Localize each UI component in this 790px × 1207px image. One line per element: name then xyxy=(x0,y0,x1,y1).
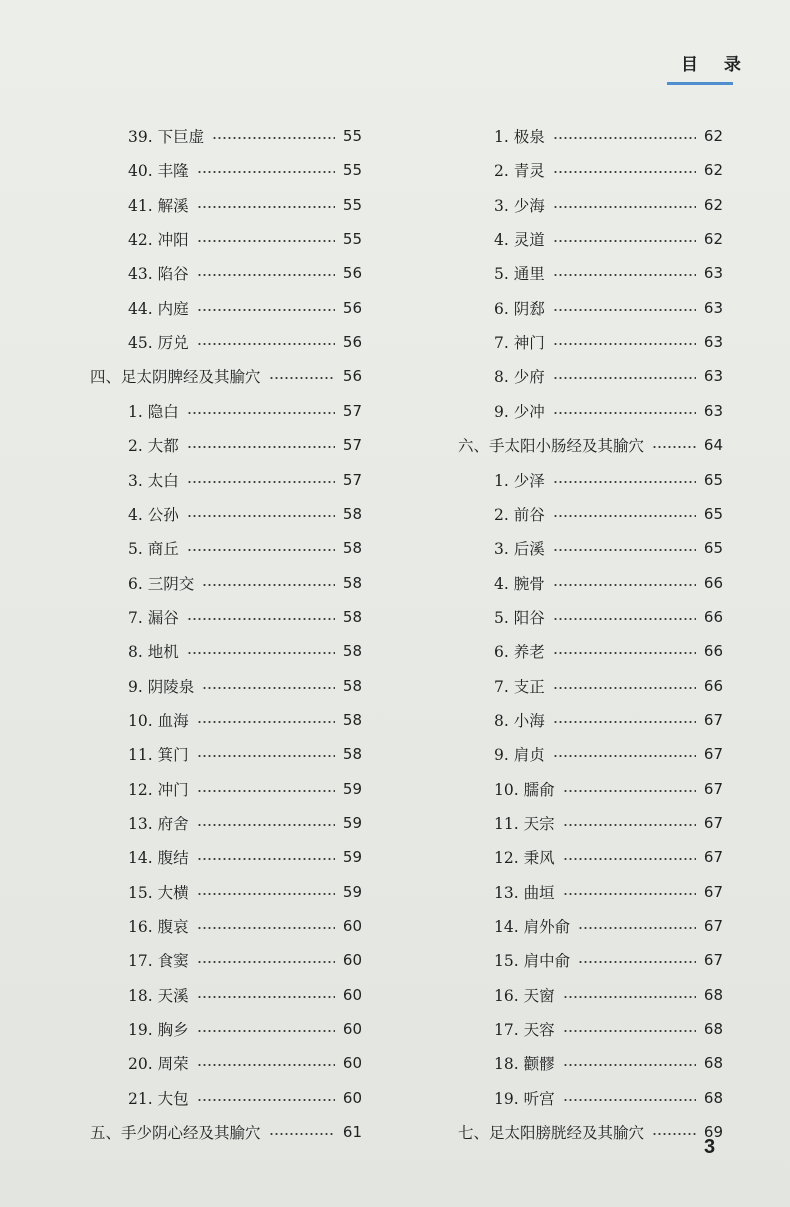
dot-leader xyxy=(269,1133,335,1135)
toc-entry-label: 40. 丰隆 xyxy=(128,162,189,181)
dot-leader xyxy=(197,721,335,723)
toc-entry xyxy=(128,946,362,974)
toc-entry xyxy=(494,740,723,768)
toc-entry-label: 15. 大横 xyxy=(128,883,189,902)
toc-page-number: 58 xyxy=(342,710,362,729)
toc-page-number: 58 xyxy=(342,573,362,592)
toc-entry-label: 2. 前谷 xyxy=(494,505,545,524)
toc-entry-label: 9. 阴陵泉 xyxy=(128,677,195,696)
dot-leader xyxy=(197,343,335,345)
dot-leader xyxy=(563,1030,696,1032)
dot-leader xyxy=(197,206,335,208)
toc-entry xyxy=(128,397,362,425)
toc-entry-label: 7. 神门 xyxy=(494,334,545,353)
toc-page-number: 56 xyxy=(342,367,362,386)
toc-page-number: 60 xyxy=(342,951,362,970)
toc-entry-label: 4. 腕骨 xyxy=(494,574,545,593)
toc-page-number: 60 xyxy=(342,1020,362,1039)
toc-entry-label: 20. 周荣 xyxy=(128,1055,189,1074)
toc-entry xyxy=(494,466,723,494)
toc-entry-label: 5. 阳谷 xyxy=(494,608,545,627)
toc-entry-label: 10. 臑俞 xyxy=(494,780,555,799)
toc-entry-label: 五、手少阴心经及其腧穴 xyxy=(90,1124,261,1143)
toc-entry xyxy=(494,259,723,287)
toc-entry xyxy=(128,1015,362,1043)
toc-entry-label: 3. 后溪 xyxy=(494,540,545,559)
toc-entry-label: 41. 解溪 xyxy=(128,196,189,215)
dot-leader xyxy=(202,584,335,586)
toc-page-number: 67 xyxy=(703,745,723,764)
dot-leader xyxy=(563,893,696,895)
toc-entry xyxy=(494,912,723,940)
toc-page-number: 59 xyxy=(342,814,362,832)
dot-leader xyxy=(553,377,696,379)
toc-page-number: 61 xyxy=(342,1123,362,1142)
toc-entry xyxy=(128,259,362,287)
dot-leader xyxy=(553,206,696,208)
toc-entry-label: 6. 三阴交 xyxy=(128,574,195,593)
toc-entry xyxy=(494,534,723,562)
toc-entry xyxy=(494,775,723,803)
toc-entry-label: 16. 腹哀 xyxy=(128,918,189,937)
toc-page-number: 67 xyxy=(703,710,723,729)
toc-page-number: 60 xyxy=(342,1054,362,1073)
dot-leader xyxy=(553,412,696,414)
toc-page-number: 58 xyxy=(342,539,362,558)
dot-leader xyxy=(197,1099,335,1101)
toc-entry-label: 14. 腹结 xyxy=(128,849,189,868)
toc-entry xyxy=(128,122,362,150)
toc-page-number: 66 xyxy=(703,642,723,661)
dot-leader xyxy=(187,412,335,414)
toc-entry xyxy=(494,500,723,528)
toc-page-number: 57 xyxy=(342,401,362,420)
toc-entry-label: 44. 内庭 xyxy=(128,299,189,318)
dot-leader xyxy=(187,481,335,483)
toc-section-entry xyxy=(90,362,362,390)
toc-entry xyxy=(128,569,362,597)
dot-leader xyxy=(553,343,696,345)
dot-leader xyxy=(197,996,335,998)
toc-entry xyxy=(128,328,362,356)
toc-page-number: 56 xyxy=(342,298,362,317)
toc-page-number: 58 xyxy=(342,504,362,523)
dot-leader xyxy=(563,790,696,792)
toc-entry-label: 5. 商丘 xyxy=(128,540,179,559)
page-header-title: 目 录 xyxy=(681,55,751,75)
toc-entry-label: 16. 天窗 xyxy=(494,986,555,1005)
toc-entry-label: 六、手太阳小肠经及其腧穴 xyxy=(458,437,645,456)
dot-leader xyxy=(269,377,335,379)
toc-page-number: 66 xyxy=(703,573,723,592)
toc-entry xyxy=(128,843,362,871)
toc-entry-label: 13. 府舍 xyxy=(128,815,189,833)
toc-page-number: 66 xyxy=(703,676,723,695)
toc-page-number: 65 xyxy=(703,470,723,489)
toc-entry xyxy=(494,397,723,425)
toc-entry-label: 42. 冲阳 xyxy=(128,231,189,250)
toc-page-number: 58 xyxy=(342,676,362,695)
toc-entry xyxy=(494,706,723,734)
dot-leader xyxy=(553,240,696,242)
dot-leader xyxy=(187,549,335,551)
toc-entry xyxy=(128,603,362,631)
toc-page-number: 68 xyxy=(703,1054,723,1073)
toc-entry xyxy=(128,912,362,940)
toc-page-number: 60 xyxy=(342,917,362,936)
toc-entry xyxy=(494,1015,723,1043)
dot-leader xyxy=(197,824,335,826)
toc-entry-label: 3. 太白 xyxy=(128,471,179,490)
dot-leader xyxy=(187,618,335,620)
toc-entry-label: 6. 养老 xyxy=(494,643,545,662)
toc-entry xyxy=(128,500,362,528)
toc-entry xyxy=(128,637,362,665)
dot-leader xyxy=(563,1099,696,1101)
toc-entry xyxy=(494,191,723,219)
toc-page-number: 69 xyxy=(703,1123,723,1142)
dot-leader xyxy=(553,515,696,517)
dot-leader xyxy=(652,446,696,448)
toc-entry xyxy=(494,1049,723,1077)
dot-leader xyxy=(578,961,696,963)
toc-entry-label: 2. 青灵 xyxy=(494,162,545,181)
dot-leader xyxy=(553,481,696,483)
toc-page-number: 59 xyxy=(342,882,362,901)
dot-leader xyxy=(553,171,696,173)
dot-leader xyxy=(197,1030,335,1032)
dot-leader xyxy=(553,584,696,586)
toc-entry-label: 17. 食窦 xyxy=(128,952,189,971)
toc-entry-label: 11. 天宗 xyxy=(494,815,555,833)
dot-leader xyxy=(197,309,335,311)
dot-leader xyxy=(553,274,696,276)
dot-leader xyxy=(578,927,696,929)
toc-entry-label: 七、足太阳膀胱经及其腧穴 xyxy=(458,1124,645,1143)
toc-entry-label: 39. 下巨虚 xyxy=(128,128,205,146)
toc-entry xyxy=(494,809,723,837)
toc-entry-label: 11. 箕门 xyxy=(128,746,189,765)
dot-leader xyxy=(553,549,696,551)
toc-page-number: 59 xyxy=(342,848,362,867)
toc-page-number: 56 xyxy=(342,333,362,352)
toc-entry xyxy=(494,225,723,253)
toc-entry-label: 9. 少冲 xyxy=(494,402,545,421)
toc-page-number: 65 xyxy=(703,539,723,558)
dot-leader xyxy=(553,137,696,139)
toc-entry xyxy=(494,294,723,322)
toc-entry xyxy=(494,981,723,1009)
dot-leader xyxy=(553,721,696,723)
toc-entry-label: 8. 少府 xyxy=(494,368,545,387)
toc-entry xyxy=(128,156,362,184)
toc-page-number: 67 xyxy=(703,951,723,970)
toc-entry xyxy=(128,706,362,734)
toc-page-number: 68 xyxy=(703,985,723,1004)
toc-entry xyxy=(128,1049,362,1077)
toc-page-number: 56 xyxy=(342,264,362,283)
dot-leader xyxy=(212,137,335,139)
page-number: 3 xyxy=(704,1136,716,1158)
toc-entry-label: 1. 极泉 xyxy=(494,128,545,146)
toc-page-number: 67 xyxy=(703,917,723,936)
toc-entry-label: 1. 隐白 xyxy=(128,402,179,421)
dot-leader xyxy=(553,309,696,311)
toc-page-number: 62 xyxy=(703,161,723,180)
toc-page-number: 58 xyxy=(342,642,362,661)
dot-leader xyxy=(563,1064,696,1066)
dot-leader xyxy=(197,961,335,963)
dot-leader xyxy=(197,790,335,792)
toc-page-number: 65 xyxy=(703,504,723,523)
toc-page-number: 62 xyxy=(703,195,723,214)
toc-page-number: 67 xyxy=(703,779,723,798)
toc-entry-label: 18. 颧髎 xyxy=(494,1055,555,1074)
dot-leader xyxy=(553,755,696,757)
dot-leader xyxy=(197,755,335,757)
toc-page-number: 63 xyxy=(703,367,723,386)
toc-entry xyxy=(494,1084,723,1112)
toc-page-number: 68 xyxy=(703,1088,723,1107)
toc-entry-label: 四、足太阴脾经及其腧穴 xyxy=(90,368,261,387)
toc-entry-label: 8. 地机 xyxy=(128,643,179,662)
toc-page-number: 62 xyxy=(703,127,723,145)
dot-leader xyxy=(187,446,335,448)
toc-page-number: 62 xyxy=(703,230,723,249)
toc-page-number: 55 xyxy=(342,230,362,249)
dot-leader xyxy=(187,652,335,654)
toc-entry-label: 15. 肩中俞 xyxy=(494,952,571,971)
toc-entry xyxy=(494,156,723,184)
dot-leader xyxy=(202,687,335,689)
toc-entry-label: 19. 胸乡 xyxy=(128,1021,189,1040)
toc-entry-label: 12. 冲门 xyxy=(128,780,189,799)
toc-entry xyxy=(128,294,362,322)
dot-leader xyxy=(563,858,696,860)
toc-page-number: 58 xyxy=(342,745,362,764)
dot-leader xyxy=(197,927,335,929)
dot-leader xyxy=(197,240,335,242)
toc-entry-label: 1. 少泽 xyxy=(494,471,545,490)
toc-page-number: 57 xyxy=(342,436,362,455)
toc-entry xyxy=(128,225,362,253)
toc-page-number: 60 xyxy=(342,1088,362,1107)
toc-entry xyxy=(128,878,362,906)
toc-entry xyxy=(128,1084,362,1112)
toc-page-number: 63 xyxy=(703,264,723,283)
toc-entry xyxy=(128,775,362,803)
toc-entry-label: 7. 支正 xyxy=(494,677,545,696)
toc-entry xyxy=(494,328,723,356)
toc-entry xyxy=(128,534,362,562)
toc-entry xyxy=(128,809,362,837)
dot-leader xyxy=(563,824,696,826)
toc-entry xyxy=(494,569,723,597)
dot-leader xyxy=(553,652,696,654)
toc-page-number: 59 xyxy=(342,779,362,798)
dot-leader xyxy=(197,1064,335,1066)
toc-entry-label: 19. 听宫 xyxy=(494,1089,555,1108)
toc-entry xyxy=(494,122,723,150)
toc-entry xyxy=(128,672,362,700)
toc-page-number: 57 xyxy=(342,470,362,489)
toc-entry xyxy=(494,603,723,631)
dot-leader xyxy=(197,893,335,895)
toc-page-number: 67 xyxy=(703,848,723,867)
toc-entry-label: 7. 漏谷 xyxy=(128,608,179,627)
toc-page-number: 67 xyxy=(703,814,723,832)
toc-entry xyxy=(128,740,362,768)
toc-entry xyxy=(128,466,362,494)
toc-entry-label: 43. 陷谷 xyxy=(128,265,189,284)
toc-entry xyxy=(128,191,362,219)
toc-entry-label: 6. 阴郄 xyxy=(494,299,545,318)
toc-page-number: 63 xyxy=(703,333,723,352)
toc-entry-label: 21. 大包 xyxy=(128,1089,189,1108)
toc-section-entry xyxy=(90,1118,362,1146)
toc-entry-label: 13. 曲垣 xyxy=(494,883,555,902)
toc-page-number: 60 xyxy=(342,985,362,1004)
toc-entry-label: 45. 厉兑 xyxy=(128,334,189,353)
toc-entry xyxy=(128,431,362,459)
toc-entry xyxy=(494,946,723,974)
toc-page-number: 55 xyxy=(342,127,362,145)
toc-entry xyxy=(494,878,723,906)
toc-entry xyxy=(494,637,723,665)
toc-page-number: 66 xyxy=(703,607,723,626)
toc-entry-label: 3. 少海 xyxy=(494,196,545,215)
toc-page-number: 58 xyxy=(342,607,362,626)
toc-entry-label: 2. 大都 xyxy=(128,437,179,456)
toc-entry-label: 4. 灵道 xyxy=(494,231,545,250)
toc-page-number: 64 xyxy=(703,436,723,455)
toc-page-number: 55 xyxy=(342,161,362,180)
dot-leader xyxy=(553,618,696,620)
toc-entry-label: 4. 公孙 xyxy=(128,505,179,524)
toc-entry xyxy=(494,843,723,871)
toc-page-number: 55 xyxy=(342,195,362,214)
toc-entry-label: 17. 天容 xyxy=(494,1021,555,1040)
toc-entry xyxy=(128,981,362,1009)
toc-entry-label: 14. 肩外俞 xyxy=(494,918,571,937)
dot-leader xyxy=(553,687,696,689)
toc-entry-label: 10. 血海 xyxy=(128,711,189,730)
toc-entry-label: 8. 小海 xyxy=(494,711,545,730)
toc-section-entry xyxy=(458,431,723,459)
dot-leader xyxy=(197,274,335,276)
dot-leader xyxy=(187,515,335,517)
dot-leader xyxy=(563,996,696,998)
toc-entry-label: 18. 天溪 xyxy=(128,986,189,1005)
toc-entry xyxy=(494,672,723,700)
toc-entry-label: 12. 秉风 xyxy=(494,849,555,868)
toc-entry xyxy=(494,362,723,390)
toc-entry-label: 5. 通里 xyxy=(494,265,545,284)
dot-leader xyxy=(652,1133,696,1135)
toc-page-number: 63 xyxy=(703,401,723,420)
toc-page-number: 68 xyxy=(703,1020,723,1039)
toc-page-number: 67 xyxy=(703,882,723,901)
dot-leader xyxy=(197,171,335,173)
toc-section-entry xyxy=(458,1118,723,1146)
toc-page-number: 63 xyxy=(703,298,723,317)
toc-entry-label: 9. 肩贞 xyxy=(494,746,545,765)
dot-leader xyxy=(197,858,335,860)
